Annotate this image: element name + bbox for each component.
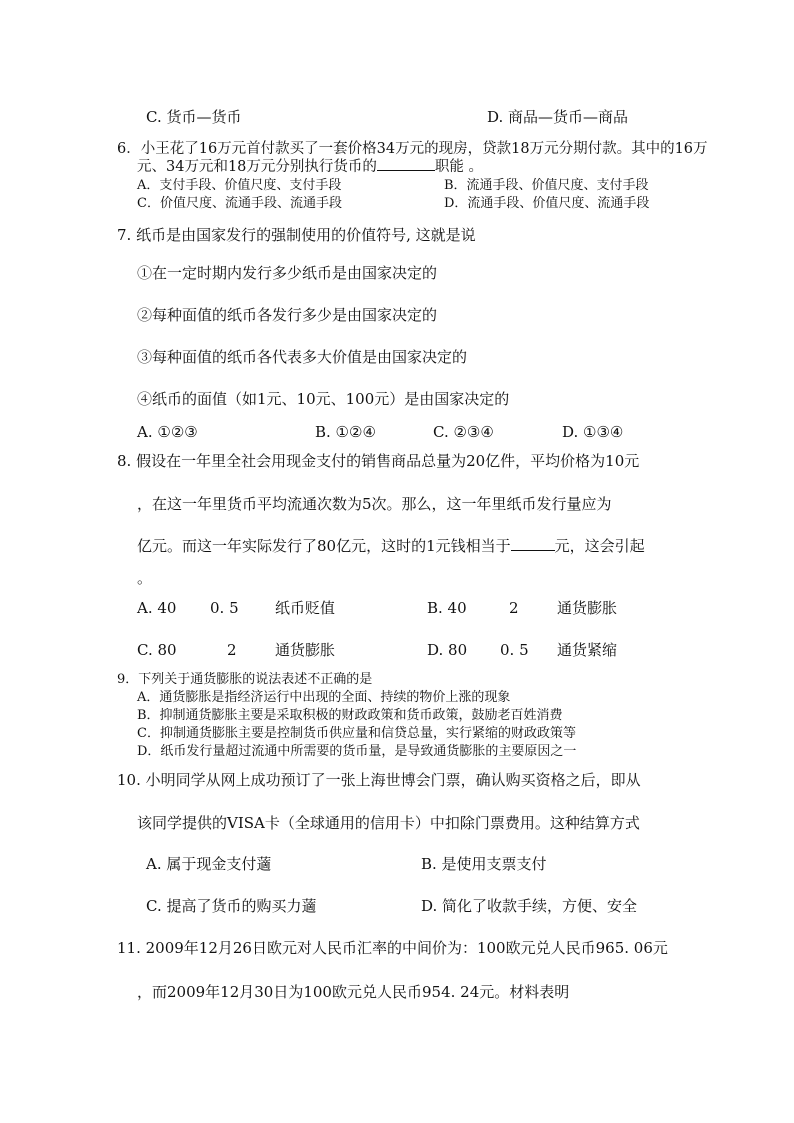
q6-option-b: B．流通手段、价值尺度、支付手段	[444, 178, 649, 193]
q8-option-b-letter: B. 40	[427, 599, 467, 617]
q8-option-c-effect: 通货膨胀	[275, 641, 336, 659]
q9-option-b: B．抑制通货膨胀主要是采取积极的财政政策和货币政策，鼓励老百姓消费	[137, 708, 563, 723]
q6-stem-line2	[137, 160, 483, 175]
q10-stem-line2: 该同学提供的VISA卡（全球通用的信用卡）中扣除门票费用。这种结算方式	[137, 814, 640, 832]
q10-option-d: D. 简化了收款手续，方便、安全	[421, 897, 638, 915]
answer-blank	[511, 549, 555, 551]
q8-option-c-letter: C. 80	[137, 641, 177, 659]
q10-stem-line1: 10. 小明同学从网上成功预订了一张上海世博会门票，确认购买资格之后，即从	[117, 771, 641, 789]
q6-option-a: A．支付手段、价值尺度、支付手段	[137, 178, 342, 193]
q7-option-b: B. ①②④	[315, 423, 376, 441]
q6-stem-line2-text: 元、34万元和18万元分别执行货币的	[137, 159, 377, 175]
q10-option-a: A. 属于现金支付藡	[146, 855, 272, 873]
q8-stem-line3	[137, 539, 645, 554]
q8-option-b-effect: 通货膨胀	[557, 599, 618, 617]
q9-option-c: C．抑制通货膨胀主要是控制货币供应量和信贷总量，实行紧缩的财政政策等	[137, 726, 576, 741]
q7-statement-2: ②每种面值的纸币各发行多少是由国家决定的	[137, 306, 438, 324]
q6-option-d: D．流通手段、价值尺度、流通手段	[444, 196, 650, 211]
q10-option-c: C. 提高了货币的购买力藡	[146, 897, 317, 915]
q7-stem: 7. 纸币是由国家发行的强制使用的价值符号, 这就是说	[117, 226, 476, 244]
q7-statement-3: ③每种面值的纸币各代表多大价值是由国家决定的	[137, 348, 468, 366]
q11-stem-line2: ，而2009年12月30日为100欧元兑人民币954. 24元。材料表明	[137, 983, 570, 1001]
q5-option-c: C. 货币—货币	[146, 108, 242, 126]
q9-option-d: D．纸币发行量超过流通中所需要的货币量，是导致通货膨胀的主要原因之一	[137, 744, 577, 759]
q9-option-a: A．通货膨胀是指经济运行中出现的全面、持续的物价上涨的现象	[137, 690, 511, 705]
q7-statement-1: ①在一定时期内发行多少纸币是由国家决定的	[137, 264, 438, 282]
q8-option-d-effect: 通货紧缩	[557, 641, 618, 659]
q8-option-a-value: 0. 5	[210, 599, 239, 617]
q11-stem-line1: 11. 2009年12月26日欧元对人民币汇率的中间价为：100欧元兑人民币965. 06元	[117, 939, 668, 957]
q7-option-a: A. ①②③	[137, 423, 198, 441]
q7-option-c: C. ②③④	[433, 423, 494, 441]
q8-stem-line3-text: 亿元。而这一年实际发行了80亿元，这时的1元钱相当于	[137, 537, 511, 555]
q8-option-a-letter: A. 40	[137, 599, 177, 617]
q8-option-d-letter: D. 80	[427, 641, 468, 659]
q8-stem-line2: ，在这一年里货币平均流通次数为5次。那么，这一年里纸币发行量应为	[137, 495, 612, 513]
q8-option-d-value: 0. 5	[500, 641, 529, 659]
q6-stem-line1: 6．小王花了16万元首付款买了一套价格34万元的现房，贷款18万元分期付款。其中的16万	[117, 141, 708, 157]
q8-option-a-effect: 纸币贬值	[275, 599, 336, 617]
q7-option-d: D. ①③④	[562, 423, 624, 441]
q5-option-d: D. 商品—货币—商品	[487, 108, 629, 126]
q8-stem-line3-suffix: 元，这会引起	[554, 537, 645, 555]
q10-option-b: B. 是使用支票支付	[421, 855, 547, 873]
q8-option-b-value: 2	[509, 599, 519, 617]
q6-option-c: C．价值尺度、流通手段、流通手段	[137, 196, 342, 211]
q8-stem-line1: 8. 假设在一年里全社会用现金支付的销售商品总量为20亿件，平均价格为10元	[117, 452, 640, 470]
q6-stem-line2-suffix: 职能 。	[434, 159, 484, 175]
q7-statement-4: ④纸币的面值（如1元、10元、100元）是由国家决定的	[137, 390, 510, 408]
answer-blank	[377, 169, 435, 171]
q9-stem: 9．下列关于通货膨胀的说法表述不正确的是	[117, 672, 373, 687]
q8-option-c-value: 2	[227, 641, 237, 659]
q8-stem-line4: 。	[137, 569, 153, 587]
